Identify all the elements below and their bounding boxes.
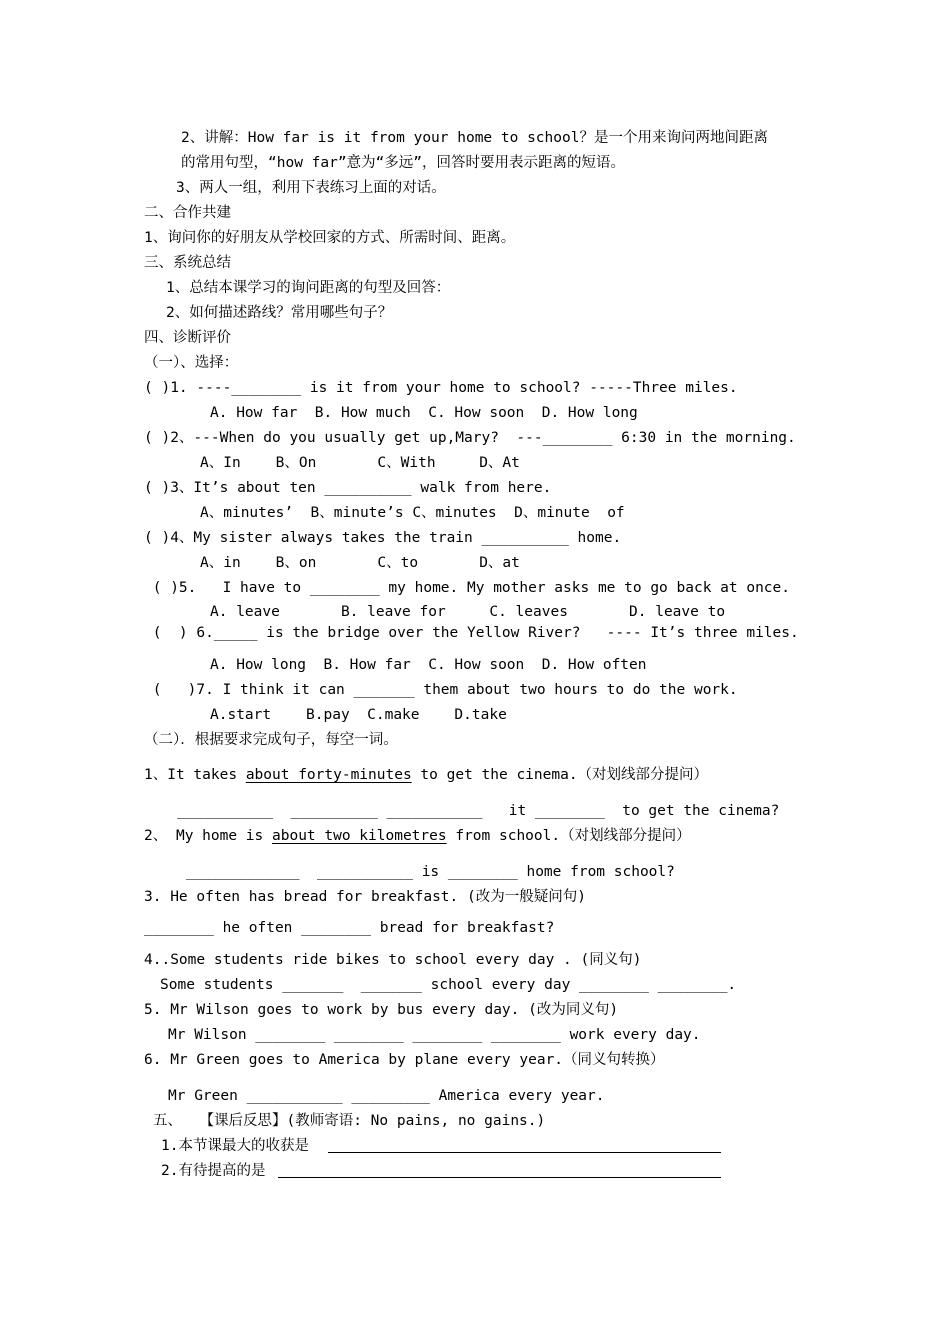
- reflection-improve-label: 2.有待提高的是: [161, 1163, 266, 1179]
- intro-explanation-line1: 2、讲解：How far is it from your home to school？是一个用来询问两地间距离: [181, 130, 768, 146]
- question-options: A、minutes’ B、minute’s C、minutes D、minute of: [200, 505, 625, 521]
- rewrite-answer-1: ___________ __________ ___________ it ________ to get the cinema?: [177, 803, 780, 819]
- rewrite-sentence-2: [144, 826, 691, 846]
- rewrite-answer-6: Mr Green ___________ _________ America every year.: [168, 1088, 605, 1104]
- rewrite-part-heading: （二）．根据要求完成句子，每空一词。: [144, 732, 398, 748]
- intro-pair-practice: 3、两人一组，利用下表练习上面的对话。: [176, 180, 446, 196]
- question-options: A. How long B. How far C. How soon D. How often: [210, 657, 647, 673]
- question-options: A.start B.pay C.make D.take: [210, 707, 507, 723]
- rewrite-sentence-1: [144, 765, 708, 785]
- rewrite-answer-4: Some students _______ _______ school every day ________ ________.: [160, 977, 737, 993]
- sentence-text: to get the cinema.（对划线部分提问）: [411, 767, 709, 783]
- section3-item2: 2、如何描述路线？常用哪些句子？: [166, 305, 393, 321]
- section3-item1: 1、总结本课学习的询问距离的句型及回答：: [166, 280, 451, 296]
- section4-heading: 四、诊断评价: [144, 330, 231, 346]
- section2-item1: 1、询问你的好朋友从学校回家的方式、所需时间、距离。: [144, 230, 516, 246]
- question-stem: ( ) 6._____ is the bridge over the Yellow River? ---- It’s three miles.: [144, 625, 799, 641]
- rewrite-sentence-6: 6. Mr Green goes to America by plane every year.（同义句转换）: [144, 1052, 665, 1068]
- rewrite-sentence-4: 4..Some students ride bikes to school every day . (同义句): [144, 952, 642, 968]
- section2-heading: 二、合作共建: [144, 205, 231, 221]
- choice-part-heading: （一）、选择：: [144, 355, 239, 371]
- reflection-gain-answer-line: [328, 1152, 721, 1153]
- reflection-gain-label: 1.本节课最大的收获是: [161, 1138, 309, 1154]
- question-options: A. How far B. How much C. How soon D. How long: [210, 405, 638, 421]
- section5-heading: 五、 【课后反思】(教师寄语: No pains, no gains.): [153, 1113, 546, 1129]
- question-options: A. leave B. leave for C. leaves D. leave to: [210, 604, 726, 620]
- underlined-phrase: about two kilometres: [272, 828, 447, 844]
- question-stem: ( )2、---When do you usually get up,Mary? ---________ 6:30 in the morning.: [144, 430, 796, 446]
- question-stem: ( )4、My sister always takes the train __________ home.: [144, 530, 622, 546]
- sentence-text: 2、 My home is: [144, 828, 272, 844]
- sentence-text: from school.（对划线部分提问）: [446, 828, 691, 844]
- question-stem: ( )3、It’s about ten __________ walk from here.: [144, 480, 552, 496]
- rewrite-sentence-5: 5. Mr Wilson goes to work by bus every day. (改为同义句): [144, 1002, 619, 1018]
- sentence-text: 1、It takes: [144, 767, 246, 783]
- question-options: A、In B、On C、With D、At: [200, 455, 520, 471]
- section3-heading: 三、系统总结: [144, 255, 231, 271]
- rewrite-answer-3: ________ he often ________ bread for breakfast?: [144, 920, 555, 936]
- intro-explanation-line2: 的常用句型，“how far”意为“多远”，回答时要用表示距离的短语。: [181, 155, 626, 171]
- underlined-phrase: about forty-minutes: [245, 767, 412, 783]
- question-options: A、in B、on C、to D、at: [200, 555, 520, 571]
- rewrite-answer-5: Mr Wilson ________ ________ ________ ________ work every day.: [168, 1027, 701, 1043]
- rewrite-answer-2: _____________ ___________ is ________ home from school?: [186, 864, 675, 880]
- question-stem: ( )5. I have to ________ my home. My mother asks me to go back at once.: [144, 580, 791, 596]
- question-stem: ( )1. ----________ is it from your home to school? -----Three miles.: [144, 380, 738, 396]
- question-stem: ( )7. I think it can _______ them about two hours to do the work.: [144, 682, 738, 698]
- rewrite-sentence-3: 3. He often has bread for breakfast. (改为一般疑问句): [144, 889, 586, 905]
- reflection-improve-answer-line: [278, 1177, 721, 1178]
